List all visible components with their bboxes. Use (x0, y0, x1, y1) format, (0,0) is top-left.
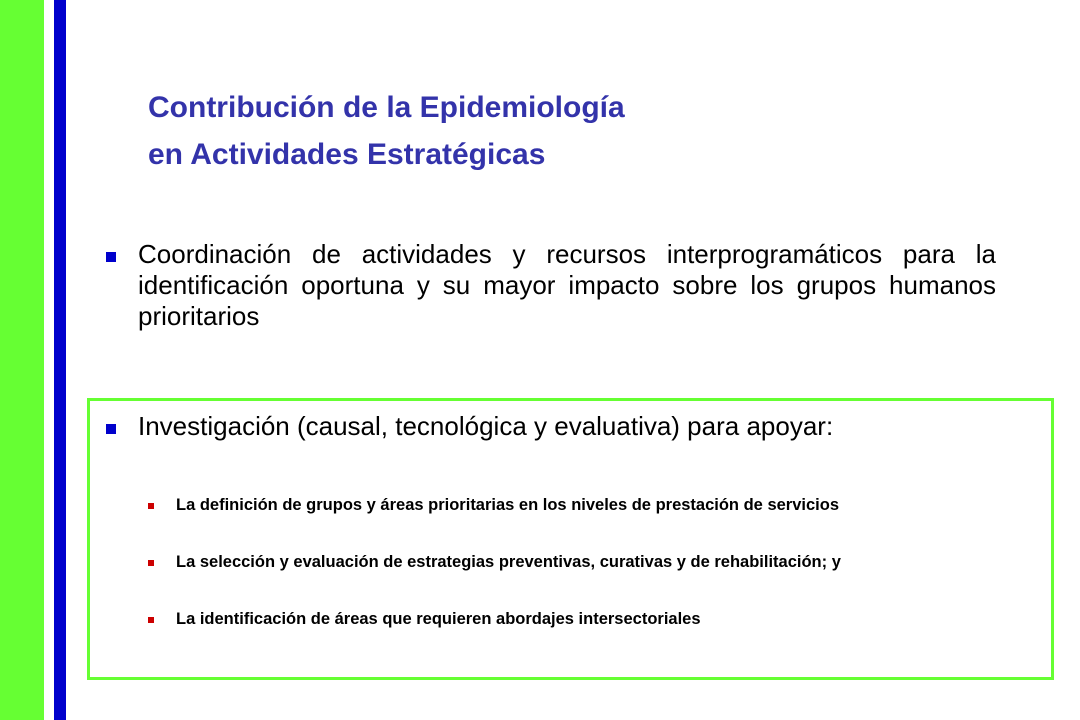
left-green-bar (0, 0, 44, 720)
slide-title (148, 84, 1028, 178)
sub-item-definicion (148, 495, 998, 516)
small-square-bullet-icon (148, 617, 154, 623)
sub-item-identificacion (148, 609, 998, 630)
bullet-text: Investigación (causal, tecnológica y evaluativa) para apoyar: (138, 411, 834, 441)
sub-item-seleccion (148, 552, 998, 573)
square-bullet-icon (106, 424, 116, 434)
square-bullet-icon (106, 252, 116, 262)
bullet-item-investigacion (106, 411, 996, 442)
small-square-bullet-icon (148, 503, 154, 509)
sub-item-text: La identificación de áreas que requieren abordajes intersectoriales (176, 610, 701, 628)
small-square-bullet-icon (148, 560, 154, 566)
slide-title-line-2: en Actividades Estratégicas (148, 138, 546, 171)
slide-title-line-1: Contribución de la Epidemiología (148, 91, 625, 124)
sub-item-text: La selección y evaluación de estrategias preventivas, curativas y de rehabilitación; y (176, 553, 841, 571)
bullet-item-coordinacion (106, 239, 996, 332)
bullet-text: Coordinación de actividades y recursos interprogramáticos para la identificación oportuna y su mayor impacto sobre los grupos humanos prioritarios (138, 239, 996, 331)
sub-item-text: La definición de grupos y áreas prioritarias en los niveles de prestación de servicios (176, 496, 839, 514)
left-bar-gap (44, 0, 54, 720)
left-blue-bar (54, 0, 66, 720)
